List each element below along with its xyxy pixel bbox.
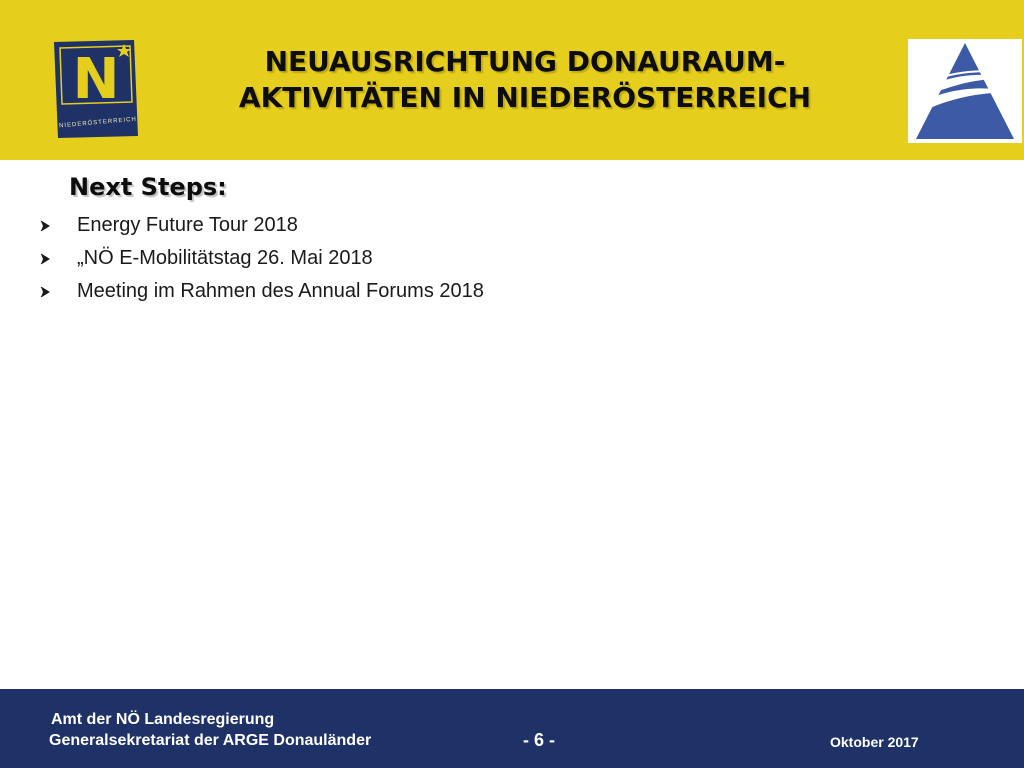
noe-logo-caption: NIEDERÖSTERREICH	[58, 116, 138, 130]
list-item-text: Energy Future Tour 2018	[77, 214, 298, 236]
page-title	[150, 44, 900, 116]
title-line-2: AKTIVITÄTEN IN NIEDERÖSTERREICH	[238, 81, 812, 114]
list-item-text: Meeting im Rahmen des Annual Forums 2018	[77, 280, 484, 302]
section-heading: Next Steps:	[69, 173, 227, 201]
arge-logo-graphic	[908, 39, 1022, 143]
footer-department: Generalsekretariat der ARGE Donauländer	[49, 732, 372, 749]
arrow-bullet-icon	[38, 219, 52, 233]
arrow-bullet-icon	[38, 252, 52, 266]
arrow-bullet-icon	[38, 285, 52, 299]
header-band	[0, 0, 1024, 160]
noe-logo-icon	[54, 40, 138, 138]
title-line-1: NEUAUSRICHTUNG DONAURAUM-	[264, 45, 786, 78]
arge-donaulaender-logo-icon	[908, 39, 1022, 143]
footer-band	[0, 689, 1024, 768]
list-item	[38, 209, 484, 242]
footer-date: Oktober 2017	[830, 734, 919, 750]
list-item	[38, 242, 484, 275]
page-number: - 6 -	[523, 730, 556, 750]
list-item	[38, 275, 484, 308]
noe-logo-letter: N	[72, 47, 120, 112]
bullet-list	[38, 209, 484, 308]
list-item-text: „NÖ E-Mobilitätstag 26. Mai 2018	[77, 247, 373, 269]
footer-organization: Amt der NÖ Landesregierung	[51, 711, 275, 728]
